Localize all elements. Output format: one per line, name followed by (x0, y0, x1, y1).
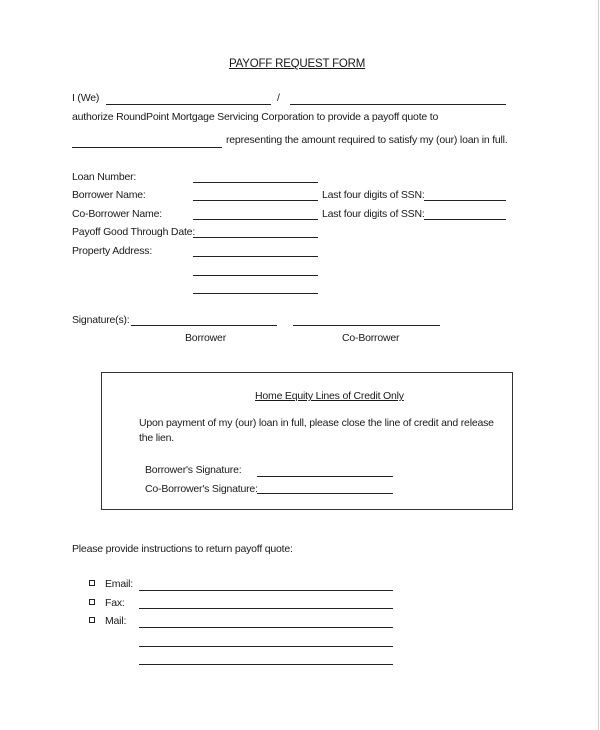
property-address-line-2[interactable] (193, 275, 318, 276)
ssn-borrower-label: Last four digits of SSN: (322, 189, 425, 201)
payoff-recipient-input-line[interactable] (72, 147, 222, 148)
email-checkbox[interactable] (89, 580, 95, 586)
heloc-body-line-2: the lien. (139, 432, 174, 444)
heloc-co-borrower-signature-label: Co-Borrower's Signature: (145, 483, 258, 495)
co-borrower-signature-line[interactable] (293, 325, 440, 326)
representing-text: representing the amount required to satisfy my (our) loan in full. (226, 134, 508, 146)
property-address-line-1[interactable] (193, 256, 318, 257)
email-option-label: Email: (105, 578, 133, 590)
mail-input-line-3[interactable] (139, 664, 393, 665)
borrower-caption: Borrower (185, 332, 226, 344)
co-borrower-name-input-line[interactable] (290, 104, 506, 105)
email-input-line[interactable] (139, 590, 393, 591)
borrower-name-label: Borrower Name: (72, 189, 146, 201)
mail-input-line-1[interactable] (139, 627, 393, 628)
fax-input-line[interactable] (139, 608, 393, 609)
borrower-name-field-line[interactable] (193, 200, 318, 201)
heloc-co-borrower-signature-line[interactable] (257, 493, 393, 494)
ssn-co-borrower-label: Last four digits of SSN: (322, 208, 425, 220)
payoff-date-input-line[interactable] (193, 237, 318, 238)
ssn-co-borrower-input-line[interactable] (424, 219, 506, 220)
co-borrower-name-field-line[interactable] (193, 219, 318, 220)
co-borrower-caption: Co-Borrower (342, 332, 400, 344)
form-title: PAYOFF REQUEST FORM (229, 58, 366, 70)
fax-checkbox[interactable] (89, 599, 95, 605)
payoff-date-label: Payoff Good Through Date: (72, 226, 196, 238)
borrower-signature-line[interactable] (131, 325, 277, 326)
heloc-borrower-signature-label: Borrower's Signature: (145, 464, 242, 476)
property-address-label: Property Address: (72, 245, 153, 257)
property-address-line-3[interactable] (193, 293, 318, 294)
borrower-name-input-line[interactable] (106, 104, 271, 105)
signatures-label: Signature(s): (72, 314, 130, 326)
mail-option-label: Mail: (105, 615, 127, 627)
authorize-text: authorize RoundPoint Mortgage Servicing Corporation to provide a payoff quote to (72, 111, 439, 123)
mail-checkbox[interactable] (89, 617, 95, 623)
loan-number-input-line[interactable] (193, 182, 318, 183)
co-borrower-name-label: Co-Borrower Name: (72, 208, 162, 220)
ssn-borrower-input-line[interactable] (424, 200, 506, 201)
slash-separator: / (277, 92, 280, 104)
loan-number-label: Loan Number: (72, 171, 137, 183)
fax-option-label: Fax: (105, 597, 125, 609)
heloc-borrower-signature-line[interactable] (257, 476, 393, 477)
mail-input-line-2[interactable] (139, 646, 393, 647)
i-we-label: I (We) (72, 92, 100, 104)
heloc-title: Home Equity Lines of Credit Only (255, 390, 404, 402)
heloc-body-line-1: Upon payment of my (our) loan in full, please close the line of credit and release (139, 417, 494, 429)
instructions-label: Please provide instructions to return payoff quote: (72, 543, 293, 555)
